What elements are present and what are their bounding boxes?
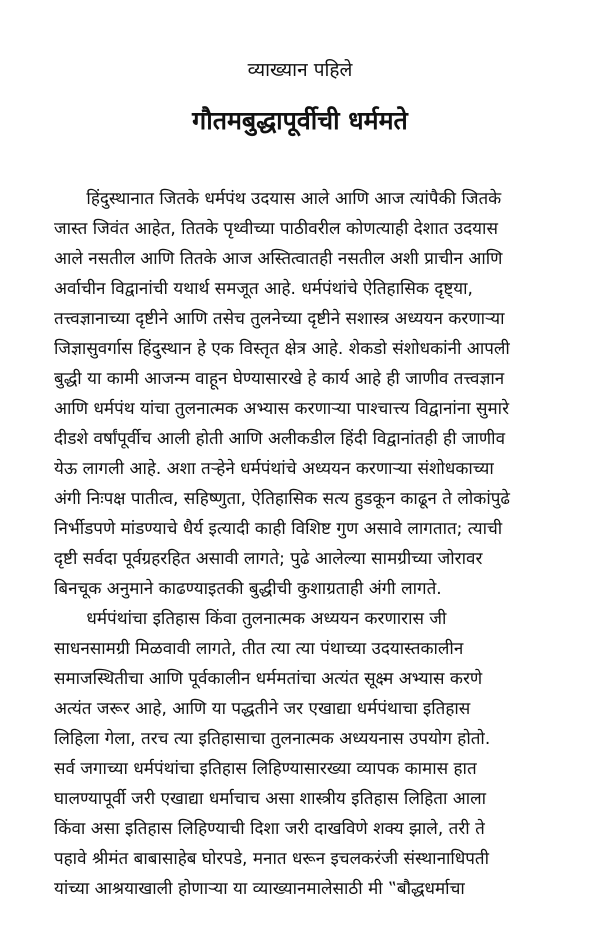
text-line: अत्यंत जरूर आहे, आणि या पद्धतीने जर एखाद्या धर्मपंथाचा इतिहास [54,699,471,719]
text-line: समाजस्थितीचा आणि पूर्वकालीन धर्ममतांचा अत्यंत सूक्ष्म अभ्यास करणे [54,669,483,689]
text-line: साधनसामग्री मिळवावी लागते, तीत त्या त्या पंथाच्या उदयास्तकालीन [54,639,464,659]
chapter-title: गौतमबुद्धापूर्वीची धर्ममते [192,106,408,135]
lecture-label: व्याख्यान पहिले [247,59,353,81]
body-text [54,184,559,904]
text-line: दीडशे वर्षांपूर्वीच आली होती आणि अलीकडील हिंदी विद्वानांतही ही जाणीव [54,429,506,449]
text-line: जास्त जिवंत आहेत, तितके पृथ्वीच्या पाठीवरील कोणत्याही देशात उदयास [54,219,498,239]
text-line: निर्भीडपणे मांडण्याचे धैर्य इत्यादी काही विशिष्ट गुण असावे लागतात; त्याची [54,519,503,539]
text-line: अंगी निःपक्ष पातीत्व, सहिष्णुता, ऐतिहासिक सत्य हुडकून काढून ते लोकांपुढे [54,489,510,509]
text-line: लिहिला गेला, तरच त्या इतिहासाचा तुलनात्मक अध्ययनास उपयोग होतो. [54,729,491,749]
text-line: पहावे श्रीमंत बाबासाहेब घोरपडे, मनात धरून इचलकरंजी संस्थानाधिपती [54,849,490,869]
text-line: धर्मपंथांचा इतिहास किंवा तुलनात्मक अध्ययन करणारास जी [54,609,447,629]
text-line: बुद्धी या कामी आजन्म वाहून घेण्यासारखे हे कार्य आहे ही जाणीव तत्त्वज्ञान [54,369,505,389]
text-line: आले नसतील आणि तितके आज अस्तित्वातही नसतील अशी प्राचीन आणि [54,249,503,269]
text-line: जिज्ञासुवर्गास हिंदुस्थान हे एक विस्तृत क्षेत्र आहे. शेकडो संशोधकांनी आपली [54,339,510,359]
text-line: घालण्यापूर्वी जरी एखाद्या धर्माचाच असा शास्त्रीय इतिहास लिहिता आला [54,789,487,809]
text-line: किंवा असा इतिहास लिहिण्याची दिशा जरी दाखविणे शक्य झाले, तरी ते [54,819,485,839]
text-line: आणि धर्मपंथ यांचा तुलनात्मक अभ्यास करणाऱ्या पाश्चात्त्य विद्वानांना सुमारे [54,399,510,419]
text-line: हिंदुस्थानात जितके धर्मपंथ उदयास आले आणि आज त्यांपैकी जितके [54,189,502,209]
text-line: यांच्या आश्रयाखाली होणाऱ्या या व्याख्यानमालेसाठी मी ‟बौद्धधर्माचा [54,879,465,899]
text-line: दृष्टी सर्वदा पूर्वग्रहरहित असावी लागते; पुढे आलेल्या सामग्रीच्या जोरावर [54,549,483,569]
text-line: बिनचूक अनुमाने काढण्याइतकी बुद्धीची कुशाग्रताही अंगी लागते. [54,579,442,599]
text-line: तत्त्वज्ञानाच्या दृष्टीने आणि तसेच तुलनेच्या दृष्टीने सशास्त्र अध्ययन करणाऱ्या [54,309,505,329]
text-line: सर्व जगाच्या धर्मपंथांचा इतिहास लिहिण्यासारख्या व्यापक कामास हात [54,759,477,779]
text-line: येऊ लागली आहे. अशा तऱ्हेने धर्मपंथांचे अध्ययन करणाऱ्या संशोधकाच्या [54,459,494,479]
text-line: अर्वाचीन विद्वानांची यथार्थ समजूत आहे. धर्मपंथांचे ऐतिहासिक दृष्ट्या, [54,279,473,299]
